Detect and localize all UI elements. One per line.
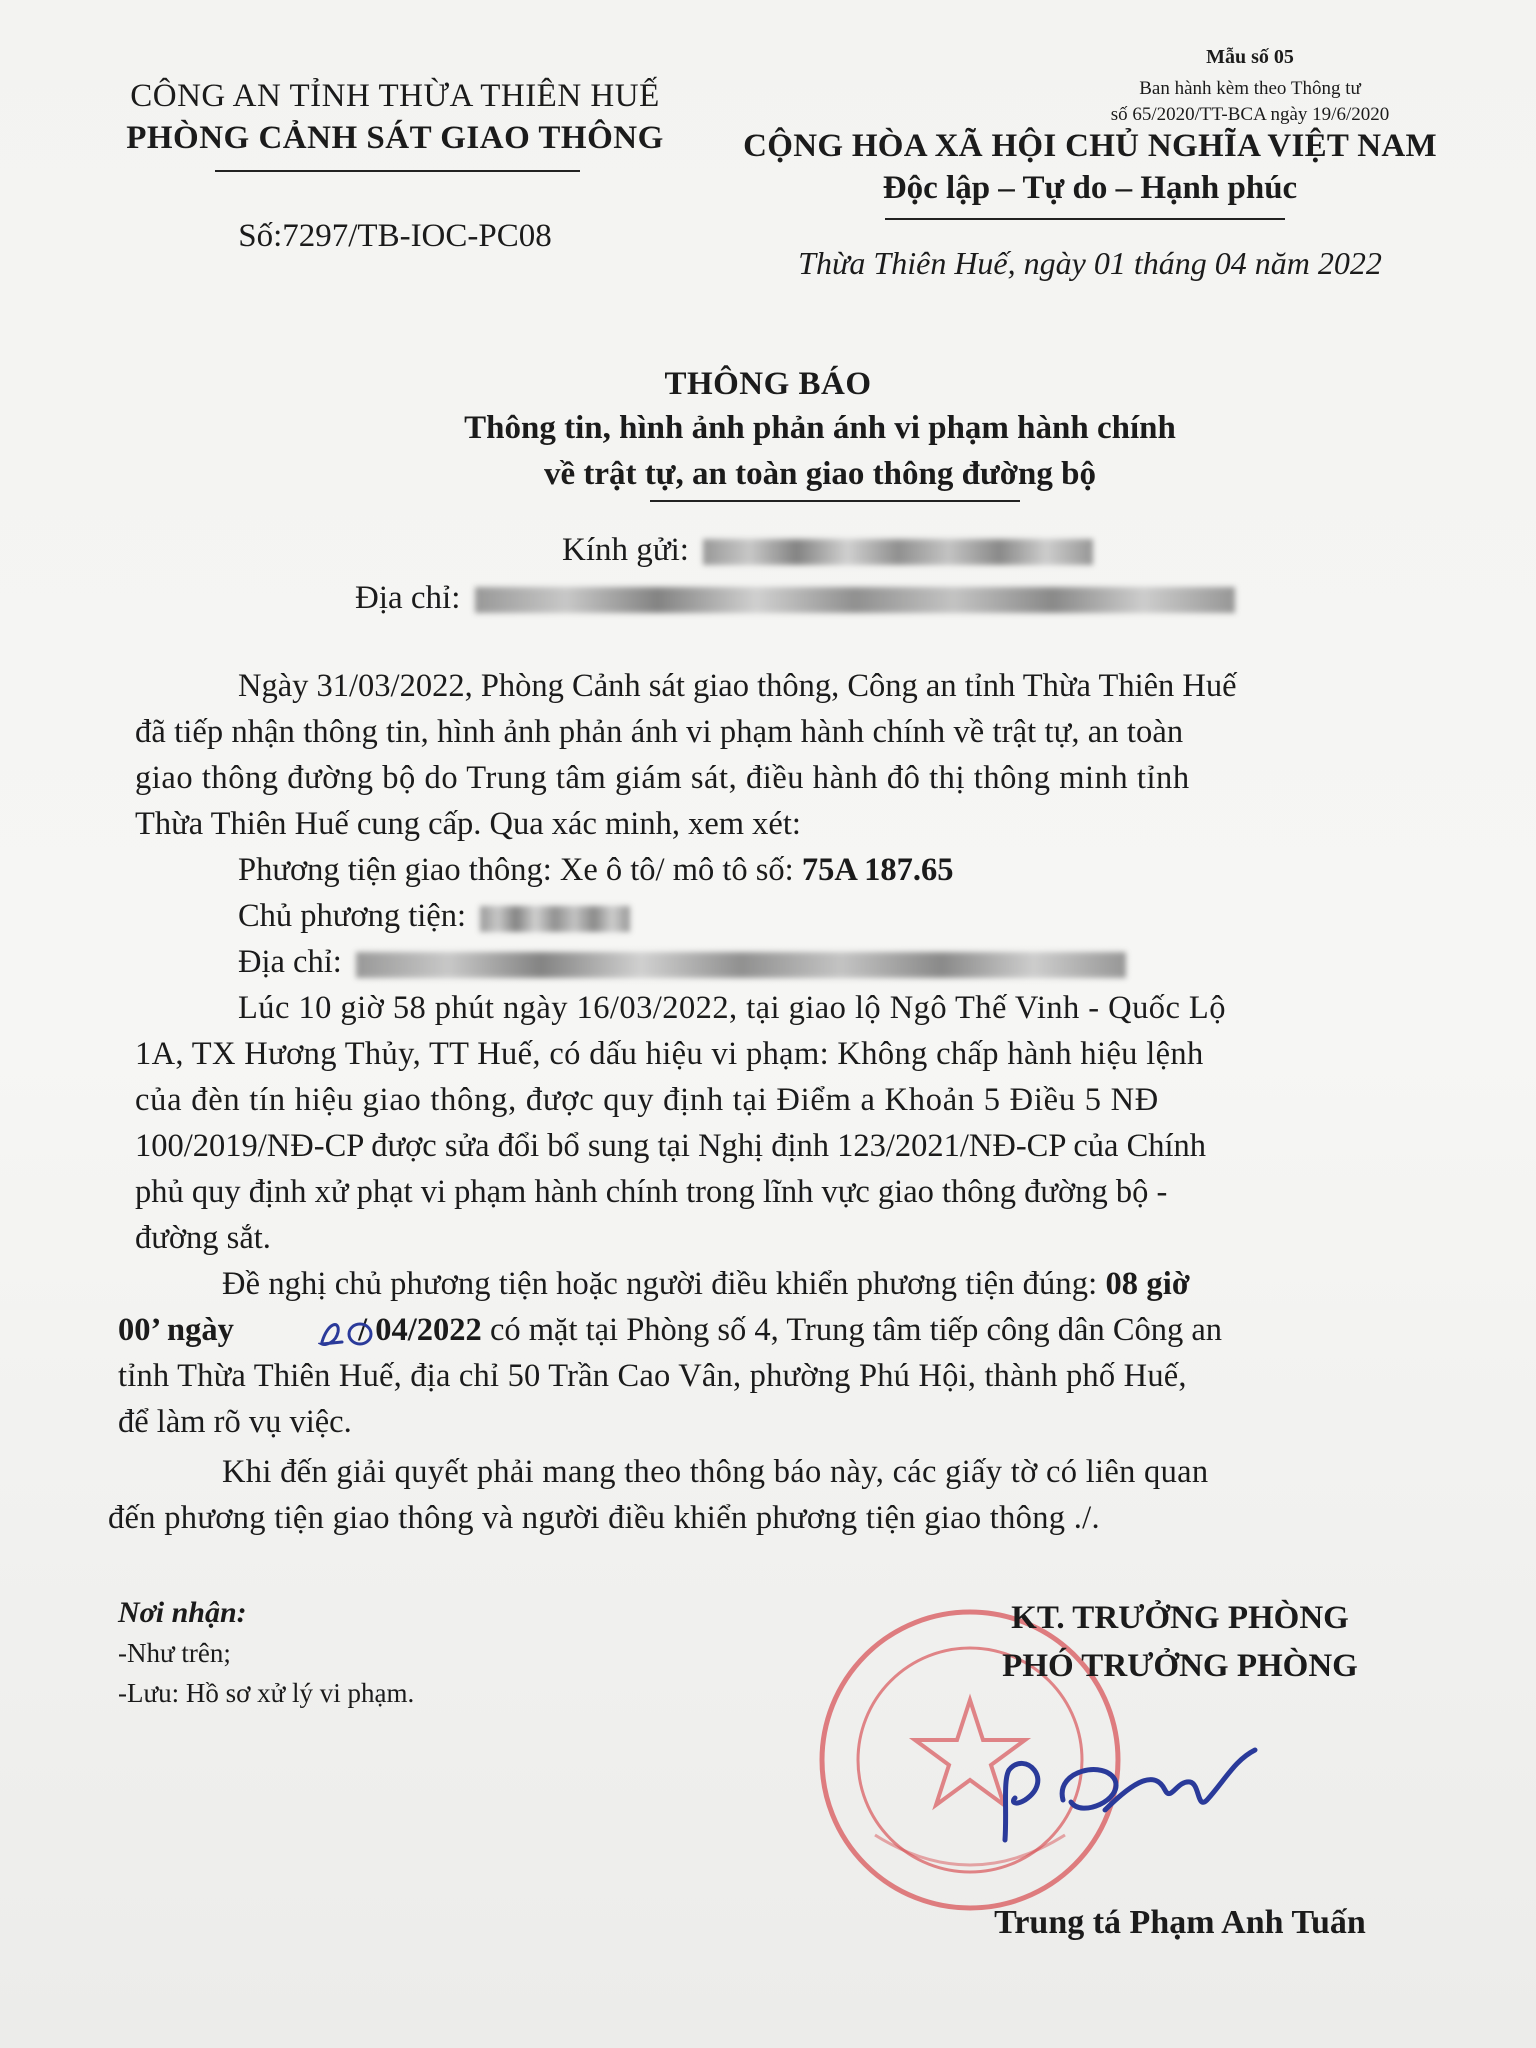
recipient-label: Kính gửi:	[562, 532, 689, 568]
document-subtitle-line-2: về trật tự, an toàn giao thông đường bộ	[543, 456, 1096, 492]
document-number: Số:7297/TB-IOC-PC08	[238, 218, 552, 254]
owner-address-line	[238, 944, 1126, 981]
body-p2-line-3: của đèn tín hiệu giao thông, được quy định tại Điểm a Khoản 5 Điều 5 NĐ	[135, 1082, 1160, 1118]
body-p2-line-5: phủ quy định xử phạt vi phạm hành chính trong lĩnh vực giao thông đường bộ -	[135, 1174, 1168, 1210]
body-p2-line-6: đường sắt.	[135, 1220, 271, 1256]
form-number: Mẫu số 05	[1206, 46, 1294, 68]
form-note-line-2: số 65/2020/TT-BCA ngày 19/6/2020	[1110, 104, 1390, 125]
body-p3-line-3: tỉnh Thừa Thiên Huế, địa chỉ 50 Trần Cao Vân, phường Phú Hội, thành phố Huế,	[118, 1358, 1187, 1394]
document-title: THÔNG BÁO	[664, 366, 872, 402]
national-motto: Độc lập – Tự do – Hạnh phúc	[882, 170, 1298, 206]
recipients-item-1: -Như trên;	[118, 1638, 231, 1668]
recipient-address-label: Địa chỉ:	[355, 580, 461, 616]
motto-underline	[885, 218, 1285, 220]
nation-name: CỘNG HÒA XÃ HỘI CHỦ NGHĨA VIỆT NAM	[743, 128, 1437, 164]
place-and-date: Thừa Thiên Huế, ngày 01 tháng 04 năm 2022	[798, 245, 1382, 281]
recipients-label: Nơi nhận:	[118, 1596, 247, 1629]
vehicle-label: Phương tiện giao thông: Xe ô tô/ mô tô số:	[238, 852, 794, 888]
vehicle-line	[238, 852, 954, 889]
body-p3-line-1-text: Đề nghị chủ phương tiện hoặc người điều khiển phương tiện đúng:	[222, 1266, 1098, 1302]
title-underline	[650, 500, 1020, 502]
owner-line	[238, 898, 630, 935]
organization-parent: CÔNG AN TỈNH THỪA THIÊN HUẾ	[130, 78, 660, 114]
body-p3-line-4: để làm rõ vụ việc.	[118, 1404, 352, 1440]
body-p4-line-2: đến phương tiện giao thông và người điều khiển phương tiện giao thông ./.	[108, 1500, 1100, 1536]
redacted-recipient-name	[703, 539, 1093, 565]
document-subtitle-line-1: Thông tin, hình ảnh phản ánh vi phạm hành chính	[464, 410, 1176, 446]
vehicle-plate: 75A 187.65	[801, 852, 954, 888]
organization-underline	[215, 170, 580, 172]
body-p2-line-4: 100/2019/NĐ-CP được sửa đổi bổ sung tại Nghị định 123/2021/NĐ-CP của Chính	[135, 1128, 1207, 1164]
handwritten-signature	[985, 1740, 1275, 1850]
redacted-owner-address	[356, 952, 1126, 978]
signer-name: Trung tá Phạm Anh Tuấn	[994, 1904, 1366, 1941]
body-p2-line-2: 1A, TX Hương Thủy, TT Huế, có dấu hiệu vi phạm: Không chấp hành hiệu lệnh	[135, 1036, 1204, 1072]
signature-title-line-2: PHÓ TRƯỞNG PHÒNG	[1002, 1648, 1358, 1684]
body-p3-line-2-text: có mặt tại Phòng số 4, Trung tâm tiếp công dân Công an	[489, 1312, 1223, 1348]
body-p3-line-2	[118, 1312, 1222, 1349]
body-p1-line-3: giao thông đường bộ do Trung tâm giám sát, điều hành đô thị thông minh tỉnh	[135, 760, 1190, 796]
body-p3-line-1	[222, 1266, 1190, 1303]
appointment-minute-day: 00’ ngày	[118, 1312, 234, 1348]
recipients-item-2: -Lưu: Hồ sơ xử lý vi phạm.	[118, 1678, 415, 1708]
signature-title-line-1: KT. TRƯỞNG PHÒNG	[1011, 1600, 1349, 1636]
appointment-month-year: / 04/2022	[358, 1312, 482, 1348]
body-p2-line-1: Lúc 10 giờ 58 phút ngày 16/03/2022, tại giao lộ Ngô Thế Vinh - Quốc Lộ	[238, 990, 1226, 1026]
body-p1-line-4: Thừa Thiên Huế cung cấp. Qua xác minh, xem xét:	[135, 806, 801, 842]
body-p1-line-1: Ngày 31/03/2022, Phòng Cảnh sát giao thông, Công an tỉnh Thừa Thiên Huế	[238, 668, 1237, 704]
organization-unit: PHÒNG CẢNH SÁT GIAO THÔNG	[126, 120, 664, 156]
appointment-hour: 08 giờ	[1105, 1266, 1190, 1302]
redacted-owner-name	[480, 906, 630, 932]
owner-label: Chủ phương tiện:	[238, 898, 466, 934]
handwritten-day-mark	[318, 1312, 380, 1352]
owner-address-label: Địa chỉ:	[238, 944, 342, 980]
form-note-line-1: Ban hành kèm theo Thông tư	[1139, 78, 1361, 99]
recipient-line	[562, 532, 1093, 569]
body-p4-line-1: Khi đến giải quyết phải mang theo thông báo này, các giấy tờ có liên quan	[222, 1454, 1209, 1490]
redacted-recipient-address	[475, 587, 1235, 613]
body-p1-line-2: đã tiếp nhận thông tin, hình ảnh phản ánh vi phạm hành chính về trật tự, an toàn	[135, 714, 1184, 750]
recipient-address-line	[355, 580, 1235, 617]
